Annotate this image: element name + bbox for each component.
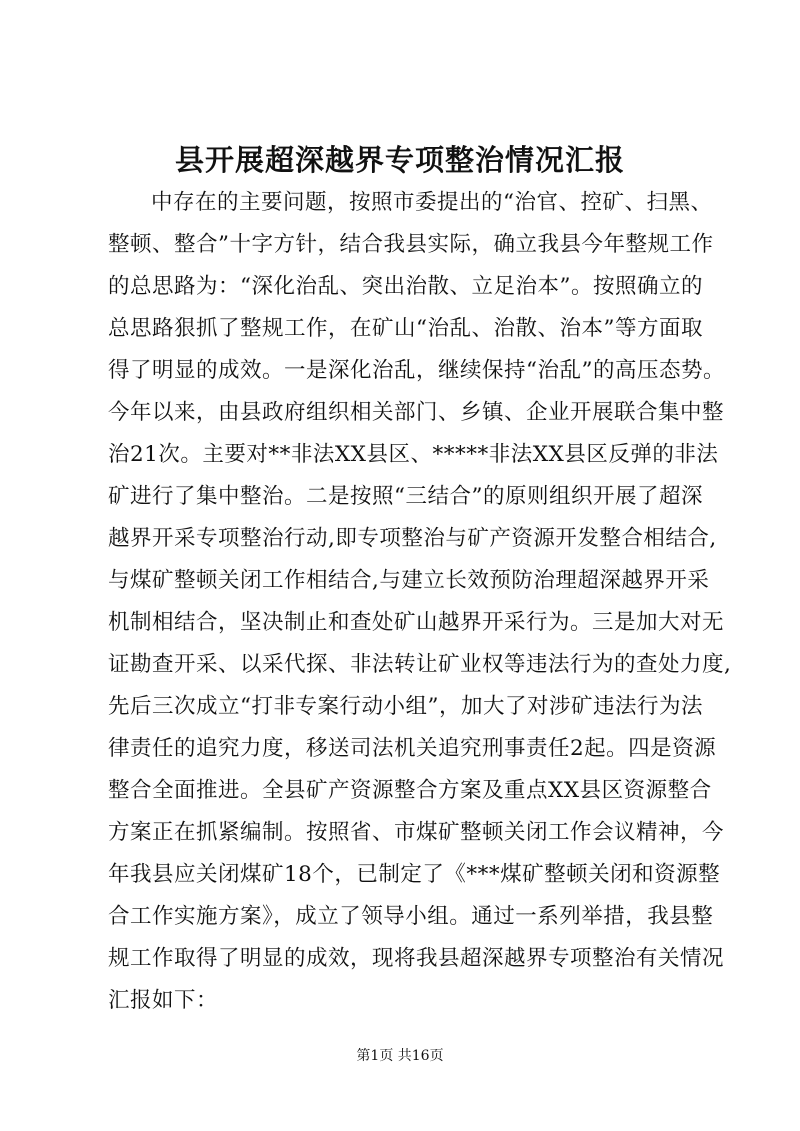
body-line: 方案正在抓紧编制。按照省、市煤矿整顿关闭工作会议精神，今 bbox=[108, 820, 725, 845]
body-line: 整顿、整合”十字方针，结合我县实际，确立我县今年整规工作 bbox=[108, 232, 714, 257]
body-line: 今年以来，由县政府组织相关部门、乡镇、企业开展联合集中整 bbox=[108, 400, 725, 425]
document-title: 县开展超深越界专项整治情况汇报 bbox=[174, 143, 625, 177]
document-body bbox=[108, 182, 732, 1022]
body-line: 机制相结合，坚决制止和查处矿山越界开采行为。三是加大对无 bbox=[108, 610, 725, 635]
body-line: 合工作实施方案》，成立了领导小组。通过一系列举措，我县整 bbox=[108, 904, 714, 929]
body-line: 得了明显的成效。一是深化治乱，继续保持“治乱”的高压态势。 bbox=[108, 358, 725, 383]
body-line: 先后三次成立“打非专案行动小组”，加大了对涉矿违法行为法 bbox=[108, 694, 703, 719]
body-line: 规工作取得了明显的成效，现将我县超深越界专项整治有关情况 bbox=[108, 946, 725, 971]
body-line: 总思路狠抓了整规工作，在矿山“治乱、治散、治本”等方面取 bbox=[108, 316, 703, 341]
body-line: 整合全面推进。全县矿产资源整合方案及重点XX县区资源整合 bbox=[108, 778, 712, 803]
body-line: 越界开采专项整治行动,即专项整治与矿产资源开发整合相结合, bbox=[108, 526, 717, 551]
body-line: 的总思路为：“深化治乱、突出治散、立足治本”。按照确立的 bbox=[108, 274, 703, 299]
body-line: 中存在的主要问题，按照市委提出的“治官、控矿、扫黑、 bbox=[151, 190, 713, 215]
body-line: 律责任的追究力度，移送司法机关追究刑事责任2起。四是资源 bbox=[108, 736, 717, 761]
body-line: 与煤矿整顿关闭工作相结合,与建立长效预防治理超深越界开采 bbox=[108, 568, 710, 593]
body-line: 汇报如下： bbox=[108, 988, 219, 1013]
page-number-footer: 第1页 共16页 bbox=[356, 1048, 444, 1064]
body-line: 治21次。主要对**非法XX县区、*****非法XX县区反弹的非法 bbox=[108, 442, 719, 467]
body-line: 矿进行了集中整治。二是按照“三结合”的原则组织开展了超深 bbox=[108, 484, 703, 509]
body-line: 证勘查开采、以采代探、非法转让矿业权等违法行为的查处力度, bbox=[108, 652, 732, 677]
body-line: 年我县应关闭煤矿18个，已制定了《***煤矿整顿关闭和资源整 bbox=[108, 862, 721, 887]
